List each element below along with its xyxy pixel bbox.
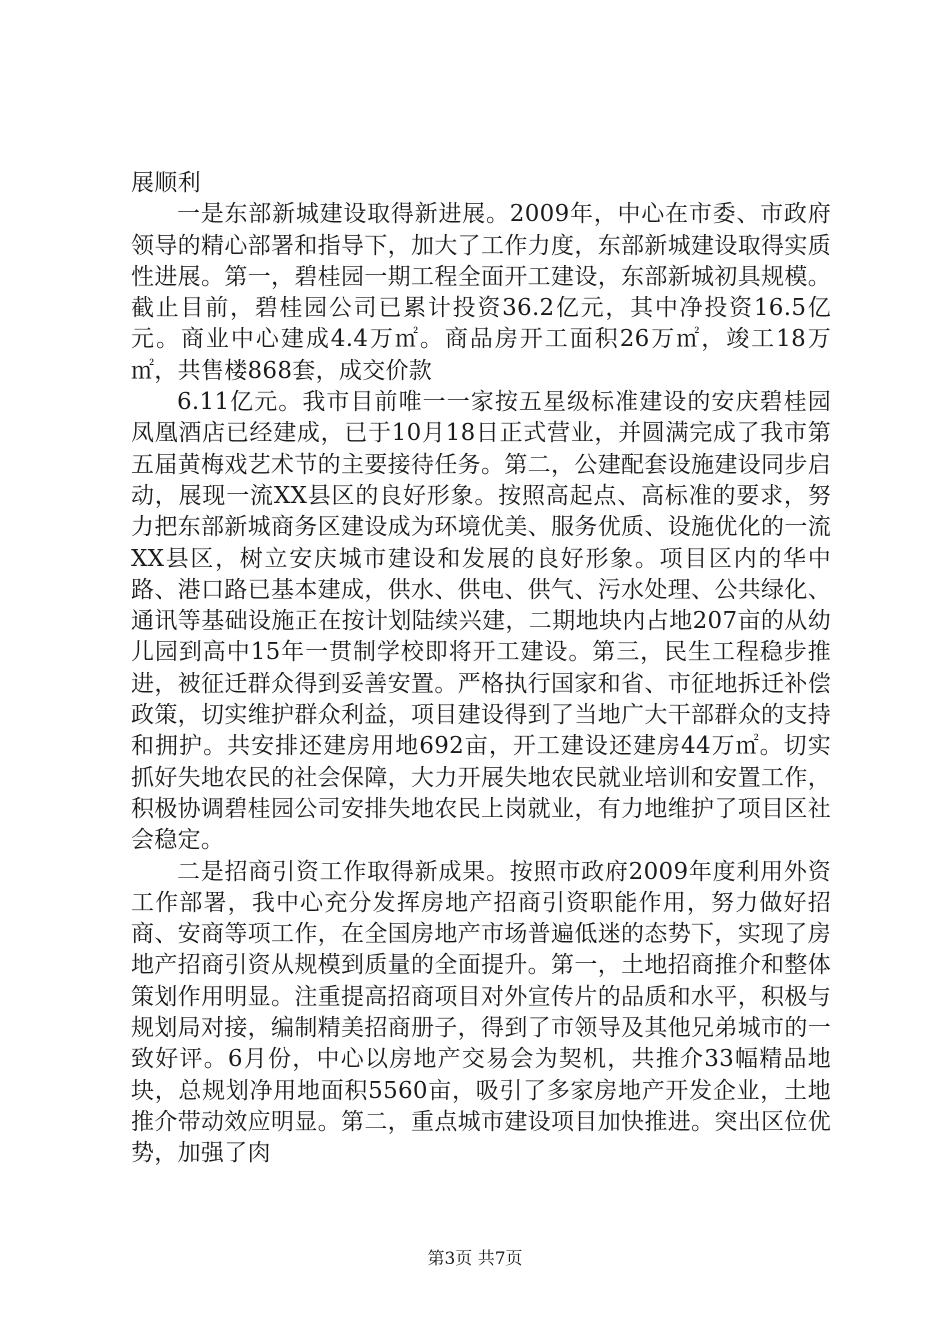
paragraph-4: 二是招商引资工作取得新成果。按照市政府2009年度利用外资工作部署，我中心充分发挥房地产招商引资职能作用，努力做好招商、安商等项工作，在全国房地产市场普遍低迷的态势下，实现了房地产招商引资从规模到质量的全面提升。第一，土地招商推介和整体策划作用明显。注重提高招商项目对外宣传片的品质和水平，积极与规划局对接，编制精美招商册子，得到了市领导及其他兄弟城市的一致好评。6月份，中心以房地产交易会为契机，共推介33幅精品地块，总规划净用地面积5560亩，吸引了多家房地产开发企业，土地推介带动效应明显。第二，重点城市建设项目加快推进。突出区位优势，加强了肉: [131, 858, 831, 1167]
paragraph-1: 展顺利: [131, 170, 201, 196]
paragraph-3: 6.11亿元。我市目前唯一一家按五星级标准建设的安庆碧桂园凤凰酒店已经建成，已于10月18日正式营业，并圆满完成了我市第五届黄梅戏艺术节的主要接待任务。第二，公建配套设施建设同步启动，展现一流XX县区的良好形象。按照高起点、高标准的要求，努力把东部新城商务区建设成为环境优美、服务优质、设施优化的一流XX县区，树立安庆城市建设和发展的良好形象。项目区内的华中路、港口路已基本建成，供水、供电、供气、污水处理、公共绿化、通讯等基础设施正在按计划陆续兴建，二期地块内占地207亩的从幼儿园到高中15年一贯制学校即将开工建设。第三，民生工程稳步推进，被征迁群众得到妥善安置。严格执行国家和省、市征地拆迁补偿政策，切实维护群众利益，项目建设得到了当地广大干部群众的支持和拥护。共安排还建房用地692亩，开工建设还建房44万㎡。切实抓好失地农民的社会保障，大力开展失地农民就业培训和安置工作，积极协调碧桂园公司安排失地农民上岗就业，有力地维护了项目区社会稳定。: [131, 389, 831, 854]
page-footer: 第3页 共7页: [427, 1249, 523, 1269]
document-body: [131, 168, 831, 1170]
paragraph-2: 一是东部新城建设取得新进展。2009年，中心在市委、市政府领导的精心部署和指导下，加大了工作力度，东部新城建设取得实质性进展。第一，碧桂园一期工程全面开工建设，东部新城初具规模。截止目前，碧桂园公司已累计投资36.2亿元，其中净投资16.5亿元。商业中心建成4.4万㎡。商品房开工面积26万㎡，竣工18万㎡，共售楼868套，成交价款: [131, 201, 831, 384]
